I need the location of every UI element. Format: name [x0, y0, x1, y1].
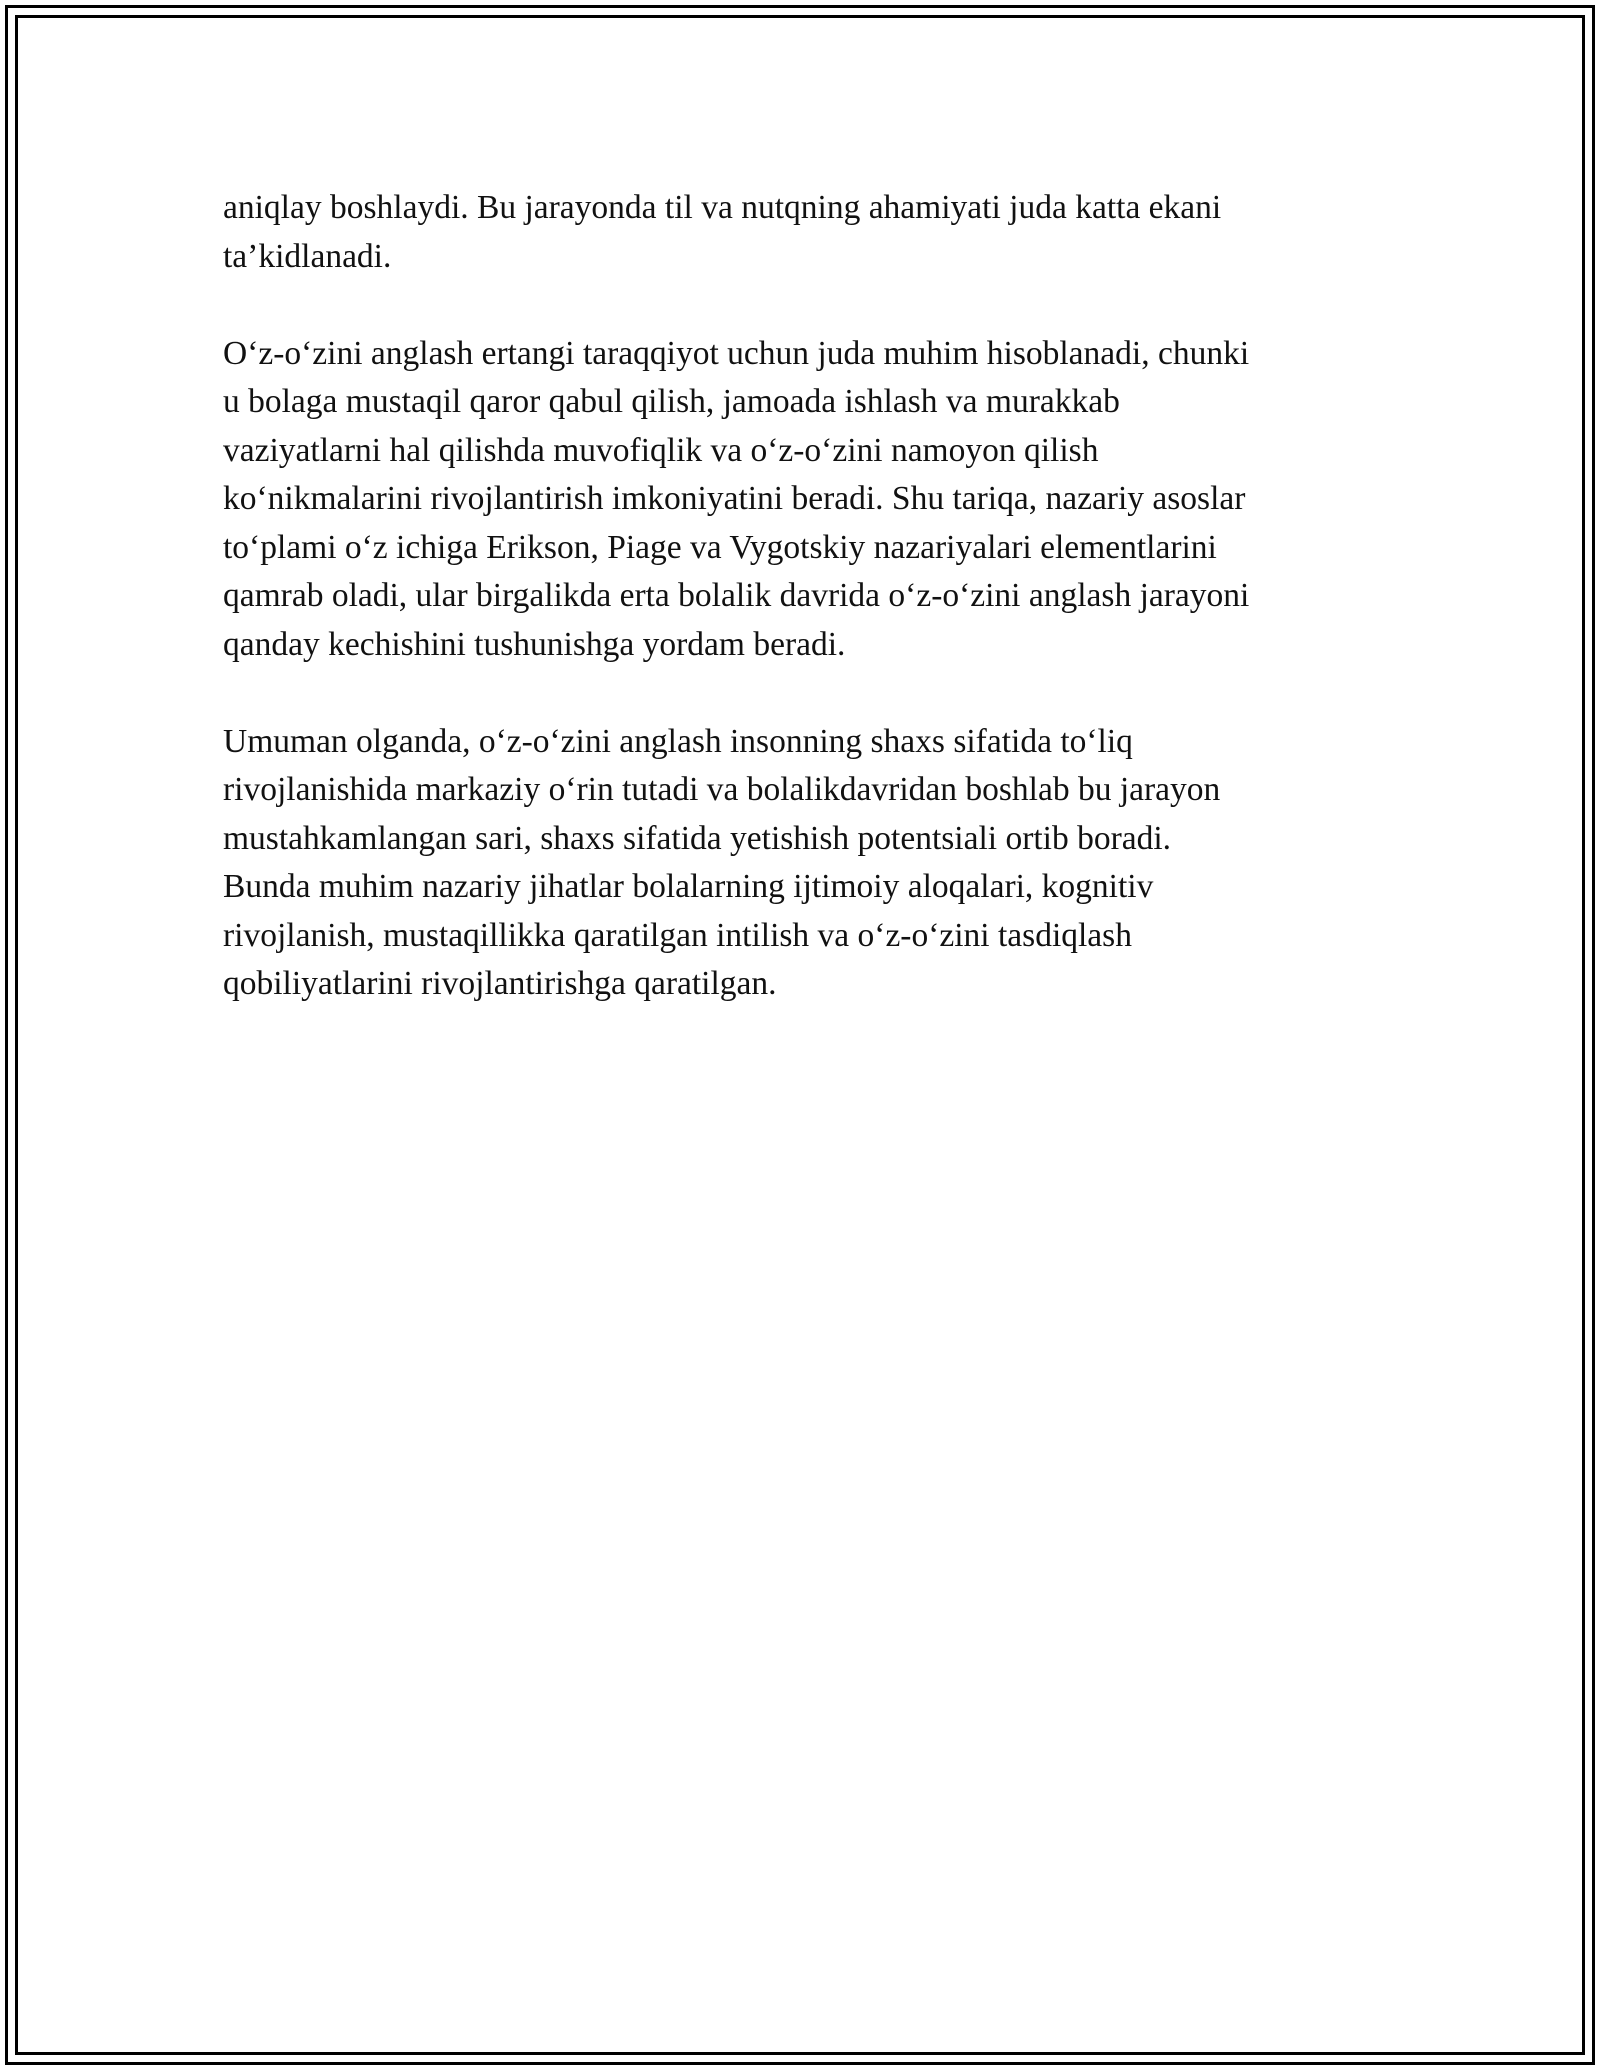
text-line: u bolaga mustaqil qaror qabul qilish, jamoada ishlash va murakkab — [223, 383, 1120, 420]
text-line: qamrab oladi, ular birgalikda erta bolalik davrida o‘z-o‘zini anglash jarayoni — [223, 577, 1250, 614]
text-line: vaziyatlarni hal qilishda muvofiqlik va o‘z-o‘zini namoyon qilish — [223, 431, 1099, 469]
text-line: ko‘nikmalarini rivojlantirish imkoniyatini beradi. Shu tariqa, nazariy asoslar — [223, 480, 1246, 517]
paragraph-3 — [223, 718, 1373, 1009]
text-line: rivojlanishida markaziy o‘rin tutadi va bolalikdavridan boshlab bu jarayon — [223, 771, 1221, 808]
text-line: to‘plami o‘z ichiga Erikson, Piage va Vygotskiy nazariyalari elementlarini — [223, 528, 1217, 566]
text-line: qanday kechishini tushunishga yordam beradi. — [223, 625, 846, 663]
document-body — [223, 184, 1373, 1057]
text-line: aniqlay boshlaydi. Bu jarayonda til va nutqning ahamiyati juda katta ekani — [223, 189, 1222, 226]
text-line: Bunda muhim nazariy jihatlar bolalarning ijtimoiy aloqalari, kognitiv — [223, 868, 1154, 905]
text-line: rivojlanish, mustaqillikka qaratilgan intilish va o‘z-o‘zini tasdiqlash — [223, 916, 1132, 954]
text-line: ta’kidlanadi. — [223, 237, 392, 275]
text-line: O‘z-o‘zini anglash ertangi taraqqiyot uchun juda muhim hisoblanadi, chunki — [223, 334, 1250, 372]
text-line: Umuman olganda, o‘z-o‘zini anglash insonning shaxs sifatida to‘liq — [223, 722, 1133, 760]
paragraph-1 — [223, 184, 1373, 281]
text-line: mustahkamlangan sari, shaxs sifatida yetishish potentsiali ortib boradi. — [223, 819, 1172, 857]
text-line: qobiliyatlarini rivojlantirishga qaratilgan. — [223, 965, 777, 1002]
paragraph-2 — [223, 330, 1373, 670]
